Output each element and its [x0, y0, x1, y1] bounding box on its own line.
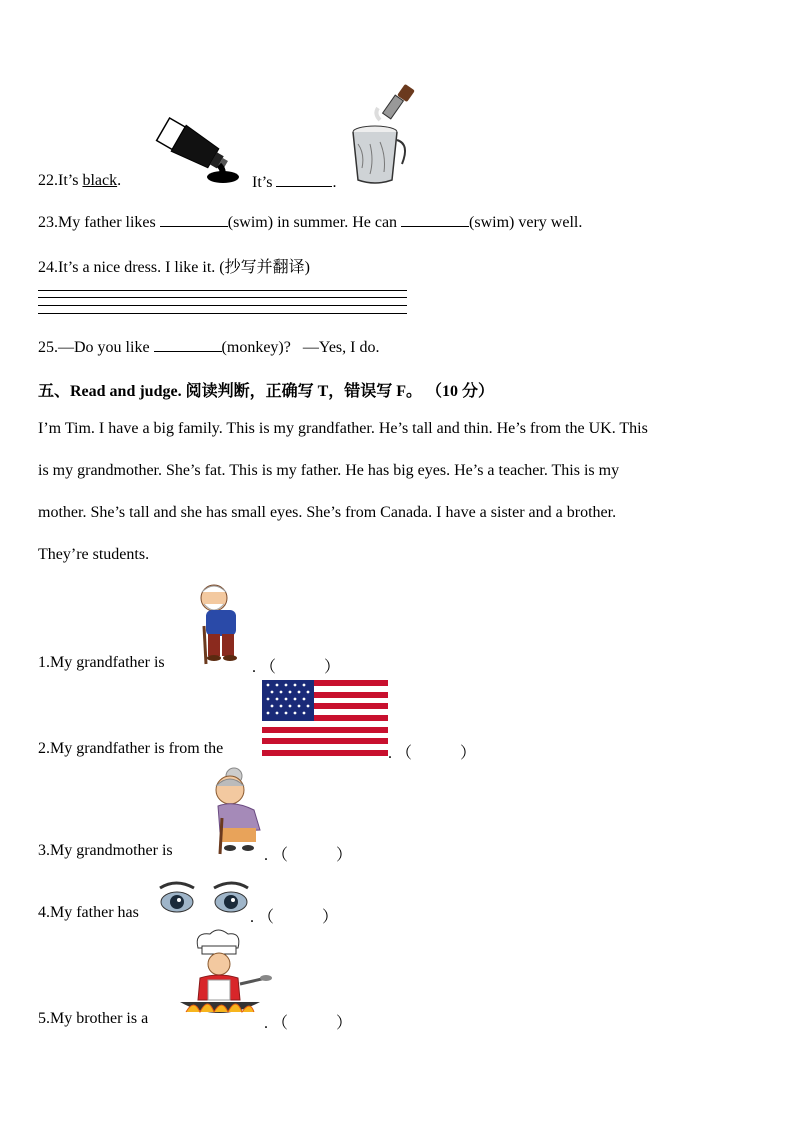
item-1-text: 1.My grandfather is — [38, 654, 165, 671]
q22-answer: black — [82, 172, 118, 189]
item-3-answer-paren[interactable]: （ ） — [272, 847, 353, 864]
writing-line-1[interactable] — [38, 290, 407, 291]
item-4-text: 4.My father has — [38, 904, 139, 921]
item-5-end: . — [264, 1015, 268, 1032]
chef-icon — [174, 928, 270, 1026]
paint-tube-icon — [145, 115, 245, 185]
item-3-text: 3.My grandmother is — [38, 842, 173, 859]
q23-part1: 23.My father likes — [38, 214, 160, 231]
q23-hint2: (swim) very well. — [469, 214, 583, 231]
q25-blank[interactable] — [154, 337, 222, 352]
item-2-end: . — [388, 745, 392, 762]
item-4-end: . — [250, 909, 254, 926]
q22-blank[interactable] — [276, 172, 332, 187]
q23-hint1: (swim) in summer. He can — [227, 214, 402, 231]
old-man-icon — [192, 582, 250, 666]
item-2-answer-paren[interactable]: （ ） — [396, 745, 477, 762]
writing-line-3[interactable] — [38, 305, 407, 306]
paint-bucket-icon — [350, 84, 430, 188]
section-title: 五、Read and judge. 阅读判断，正确写 T，错误写 F。 （10 分） — [38, 383, 495, 400]
q22-suffix: . — [117, 172, 122, 189]
item-2 — [38, 740, 223, 758]
q22-prefix: 22.It’s — [38, 172, 83, 189]
old-woman-icon — [200, 766, 268, 856]
item-5-answer-paren[interactable]: （ ） — [272, 1015, 353, 1032]
passage-line-2: is my grandmother. She’s fat. This is my father. He has big eyes. He’s a teacher. This is my — [38, 462, 620, 479]
item-3-end: . — [264, 847, 268, 864]
item-2-text: 2.My grandfather is from the — [38, 740, 224, 757]
passage-line-4: They’re students. — [38, 546, 150, 563]
usa-flag-icon — [262, 680, 388, 756]
item-5 — [38, 1010, 148, 1028]
q24-text: 24.It’s a nice dress. I like it. (抄写并翻译) — [38, 259, 310, 276]
q23 — [38, 212, 582, 232]
q23-blank-1[interactable] — [160, 212, 228, 227]
q25-part1: 25.—Do you like — [38, 339, 154, 356]
item-4 — [38, 904, 139, 922]
item-4-answer-paren[interactable]: （ ） — [258, 909, 339, 926]
q25-hint: (monkey)? — [221, 339, 291, 356]
eyes-icon — [158, 878, 250, 918]
writing-line-4[interactable] — [38, 313, 407, 314]
item-5-text: 5.My brother is a — [38, 1010, 149, 1027]
item-1-end: . — [252, 659, 256, 676]
q25-answer: —Yes, I do. — [302, 339, 380, 356]
item-3 — [38, 842, 173, 860]
writing-line-2[interactable] — [38, 297, 407, 298]
passage-line-1: I’m Tim. I have a big family. This is my grandfather. He’s tall and thin. He’s from the UK. This — [38, 420, 648, 437]
item-1-answer-paren[interactable]: （ ） — [260, 659, 341, 676]
q23-blank-2[interactable] — [401, 212, 469, 227]
item-1 — [38, 654, 165, 672]
q25 — [38, 337, 379, 357]
passage-line-3: mother. She’s tall and she has small eyes. She’s from Canada. I have a sister and a brother. — [38, 504, 617, 521]
q22-end: . — [332, 174, 337, 191]
q22-second: It’s — [252, 174, 277, 191]
